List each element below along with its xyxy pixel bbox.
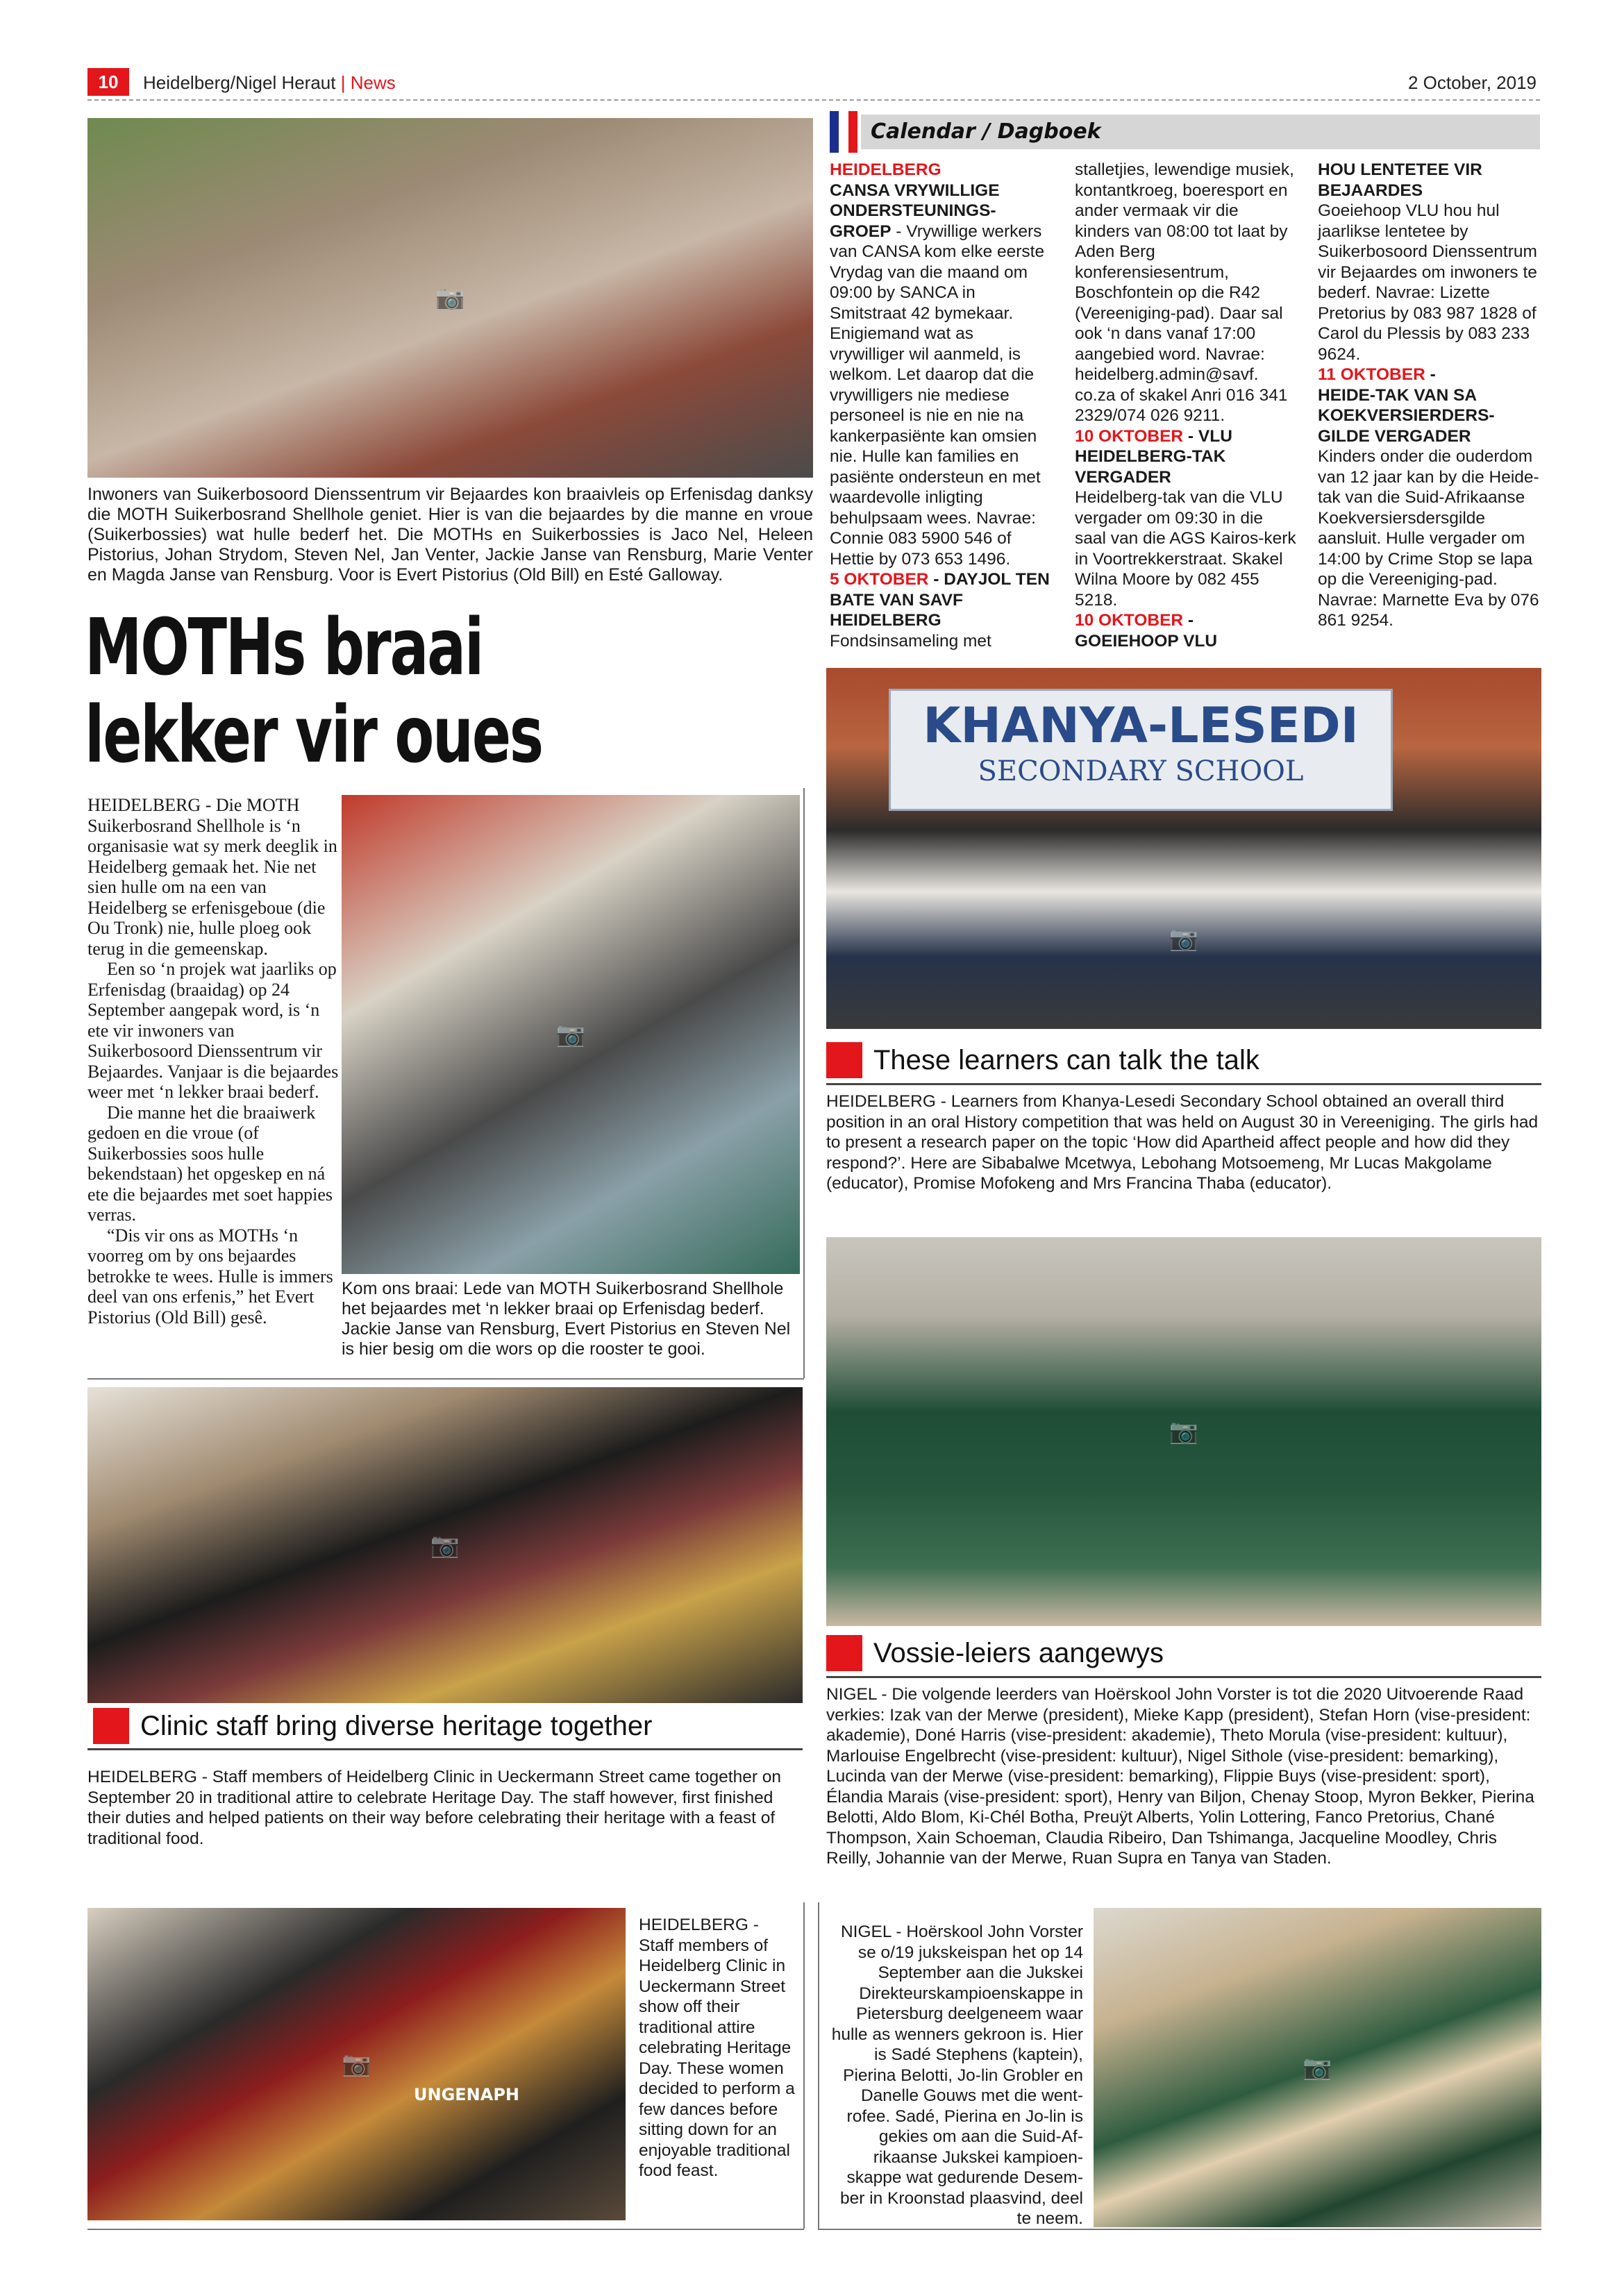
- vossie-photo-placeholder: 📷: [1169, 1418, 1199, 1446]
- school-sign-title: KHANYA-LESEDI: [923, 697, 1359, 754]
- khanya-headline: These learners can talk the talk: [873, 1045, 1259, 1075]
- khanya-body: HEIDELBERG - Learners from Khanya-Lesedi Secondary School obtained an overall third position in an oral History competition that was held on August 30 in Vereeniging. The girls had to present a research paper on the topic ‘How did Apartheid affect people and how did they respond?’. Here are Sibabalwe Mcetwya, Lebohang Motsoemeng, Mr Lucas Makgolame (educator), Promise Mofokeng and Mrs Francina Thaba (educator).: [826, 1092, 1539, 1193]
- jukskei-box-rule-v: [818, 1902, 819, 2229]
- page-number-badge: 10: [87, 68, 129, 96]
- calendar-item3-date: 10 OKTOBER: [1075, 426, 1184, 446]
- calendar-item1-text: - Vrywillige werkers van CANSA kom elke eerste Vrydag van die maand om 09:00 by SANCA in Smitstraat 42 bymekaar. Enigiemand wat as vrywilliger wil aanmeld, is welkom. Let daarop dat die vrywilligers nie mediese personeel is nie en nie na kankerpasiënte kan omsien nie. Hulle kan families en pasiënte ondersteun en met waardevolle inligting behulpsaam wees. Navrae: Connie 083 5900 546 of Hettie by 073 653 1496.: [830, 221, 1045, 569]
- calendar-item5-head: [1318, 364, 1540, 385]
- khanya-headline-marker: [826, 1042, 862, 1078]
- calendar-item4-title-cont: HOU LENTETEE VIR BEJAARDES: [1318, 160, 1482, 200]
- jukskei-photo-placeholder: 📷: [1303, 2054, 1332, 2081]
- header-rule: [87, 99, 1540, 101]
- moths-photo2-caption: Kom ons braai: Lede van MOTH Suikerbosrand Shellhole het bejaardes met ‘n lekker braai op Erfenisdag bederf. Jackie Janse van Rensburg, Evert Pistorius en Steven Nel is hier besig om die wors op die rooster te gooi.: [342, 1279, 791, 1359]
- khanya-lesedi-photo: [826, 668, 1541, 1029]
- clinic-headline-rule: [87, 1748, 803, 1750]
- calendar-item2-text: Fondsinsameling met: [830, 631, 991, 651]
- calendar-item2-date: 5 OKTOBER: [830, 570, 929, 589]
- clinic-dance-photo-placeholder: 📷: [342, 2050, 371, 2078]
- clinic-headline-marker: [93, 1708, 129, 1744]
- calendar-item1: [830, 181, 1052, 570]
- calendar-col3: [1318, 160, 1540, 631]
- vossie-leaders-photo: [826, 1237, 1541, 1626]
- jukskei-team-photo: [1094, 1908, 1541, 2227]
- calendar-item3: [1075, 426, 1297, 488]
- moths-photo1-caption: Inwoners van Suikerbosoord Dienssentrum vir Bejaardes kon braaivleis op Erfenisdag danksy die MOTH Suikerbosrand Shellhole geniet. Hier is van die bejaardes by die manne en vroue (Suikerbossies) wat hulle bederf het. Die MOTHs en Suikerbossies is Jaco Nel, Heleen Pistorius, Johan Strydom, Steven Nel, Jan Venter, Jackie Janse van Rensburg, Marie Venter en Magda Janse van Rensburg. Voor is Evert Pistorius (Old Bill) en Esté Galloway.: [87, 485, 813, 585]
- calendar-item5-title: HEIDE-TAK VAN SA KOEKVERSIERDERS-GILDE VERGADER: [1318, 385, 1495, 446]
- school-sign-subtitle: SECONDARY SCHOOL: [978, 755, 1304, 787]
- moths-para1: HEIDELBERG - Die MOTH Suikerbosrand Shellhole is ‘n organisasie wat sy merk deeglik in Heidelberg gemaak het. Nie net sien hulle om na een van Heidelberg se erfenisgeboue (die Ou Tronk) nie, hulle ploeg ook terug in die gemeenskap.: [87, 795, 337, 959]
- moths-article-body: [87, 795, 339, 1327]
- vossie-headline-marker: [826, 1635, 862, 1671]
- clinic-group-photo-placeholder: 📷: [430, 1531, 460, 1559]
- khanya-headline-rule: [826, 1083, 1541, 1085]
- publication-name: Heidelberg/Nigel Heraut: [143, 72, 336, 93]
- publication-line: Heidelberg/Nigel Heraut | News: [143, 72, 396, 93]
- section-name: News: [350, 72, 396, 93]
- clinic-box-rule-v: [803, 1902, 805, 2229]
- calendar-item5-dash: -: [1425, 365, 1436, 384]
- clinic-photo2-caption: HEIDELBERG - Staff members of Heidelberg Clinic in Ueckermann Street show off their traditional attire celebrating Heritage Day. These women decided to perform a few dances before sitting down for an enjoyable traditional food feast.: [639, 1916, 795, 2180]
- calendar-item4-title: - GOEIEHOOP VLU: [1075, 611, 1218, 651]
- vossie-headline: Vossie-leiers aangewys: [873, 1638, 1164, 1668]
- calendar-item2-title: - DAYJOL TEN BATE VAN SAVF HEIDELBERG: [830, 570, 1050, 630]
- calendar-item2-cont: stalletjies, lewendige musiek, kontantkroeg, boeresport en ander vermaak vir die kinders van 08:00 tot laat by Aden Berg konferensiesentrum, Boschfontein op die R42 (Vereeniging-pad). Daar sal ook ‘n dans vanaf 17:00 aangebied word. Navrae: heidelberg.admin@savf. co.za of skakel Anri 016 341 2329/074 026 9211.: [1075, 160, 1294, 425]
- moths-headline-line2: lekker vir oues: [85, 690, 542, 780]
- calendar-item1-title: CANSA VRYWILLIGE ONDERSTEUNINGS-GROEP: [830, 181, 1000, 241]
- moths-headline: [85, 604, 629, 779]
- calendar-item2: [830, 569, 1052, 631]
- calendar-col1: [830, 160, 1052, 651]
- khanya-photo-placeholder: 📷: [1169, 925, 1199, 953]
- clinic-shirt-text: UNGENAPH: [414, 2085, 520, 2104]
- moths-para4: “Dis vir ons as MOTHs ‘n voorreg om by ons bejaardes betrokke te wees. Hulle is immers deel van ons erfenis,” het Evert Pistorius (Old Bill) gesê.: [87, 1225, 333, 1327]
- calendar-item3-text: Heidelberg-tak van die VLU vergader om 09:30 in die saal van die AGS Kairos-kerk in Voortrekkerstraat. Skakel Wilna Moore by 082 455 5218.: [1075, 488, 1296, 610]
- jukskei-box-rule-h: [818, 2229, 1541, 2230]
- clinic-dance-photo: [87, 1908, 626, 2220]
- calendar-place: HEIDELBERG: [830, 160, 941, 179]
- school-sign: [889, 689, 1393, 811]
- moths-group-photo-placeholder: 📷: [435, 284, 465, 312]
- calendar-col2: [1075, 160, 1297, 651]
- issue-date: 2 October, 2019: [1407, 72, 1537, 93]
- clinic-box-rule-h: [87, 2229, 804, 2230]
- moths-box-rule-v: [803, 788, 805, 1378]
- moths-braai-photo: [342, 795, 800, 1274]
- calendar-item4-date: 10 OKTOBER: [1075, 611, 1184, 630]
- moths-braai-photo-placeholder: 📷: [555, 1021, 586, 1048]
- calendar-item5-date: 11 OKTOBER: [1318, 365, 1425, 384]
- clinic-body: HEIDELBERG - Staff members of Heidelberg Clinic in Ueckermann Street came together on September 20 in traditional attire to celebrate Heritage Day. The staff however, first finished their duties and helped patients on their way before celebrating their heritage with a feast of traditional food.: [87, 1768, 782, 1848]
- calendar-item5-text: Kinders onder die ouderdom van 12 jaar kan by die Heide-tak van die Suid-Afrikaanse Koekversiersdersgilde aansluit. Hulle vergader om 14:00 by Crime Stop se lapa op die Vereeniging-pad. Navrae: Marnette Eva by 076 861 9254.: [1318, 447, 1539, 630]
- calendar-item4-text: Goeiehoop VLU hou hul jaarlikse lentetee by Suikerbosoord Dienssentrum vir Bejaardes om inwoners te bederf. Navrae: Lizette Pretorius by 083 987 1828 of Carol du Plessis by 083 233 9624.: [1318, 201, 1537, 364]
- moths-group-photo: [87, 118, 813, 478]
- calendar-title: Calendar / Dagboek: [871, 119, 1101, 144]
- calendar-item4: [1075, 610, 1297, 651]
- clinic-headline: Clinic staff bring diverse heritage together: [140, 1711, 653, 1741]
- jukskei-caption: NIGEL - Hoërskool John Vorster se o/19 jukskeispan het op 14 September aan die Jukskei Direkteurskampioenskappe in Pietersburg deelgeneem waar hulle as wenners gekroon is. Hier is Sadé Stephens (kaptein), Pierina Belotti, Jo-lin Grobler en Danelle Gouws met die went-rofee. Sadé, Pierina en Jo-lin is gekies om aan die Suid-Af-rikaanse Jukskei kampioen-skappe wat gedurende Desem-ber in Kroonstad plaasvind, deel te neem.: [831, 1922, 1083, 2228]
- moths-box-rule-h: [87, 1378, 804, 1380]
- moths-para3: Die manne het die braaiwerk gedoen en die vroue (of Suikerbossies soos hulle bekendstaan) het opgeskep en ná ete die bejaardes met soet happies verras.: [87, 1102, 333, 1225]
- vossie-body: NIGEL - Die volgende leerders van Hoërskool John Vorster is tot die 2020 Uitvoerende Raad verkies: Izak van der Merwe (president), Mieke Kapp (president), Stefan Horn (vise-president: akademie), Doné Harris (vise-president: akademie), Theto Morula (vise-president: kultuur), Marlouise Engelbrecht (vise-president: kultuur), Nigel Sithole (vise-president: bemarking), Lucinda van der Merwe (vise-president: bemarking), Flippie Buys (vise-president: sport), Élandia Marais (vise-president: sport), Henry van Biljon, Chenay Stoop, Myron Bekker, Pierina Belotti, Aldo Blom, Ki-Chél Botha, Preuÿt Alberts, Yolin Lottering, Fanco Pretorius, Chané Thompson, Xain Schoeman, Claudia Ribeiro, Dan Tshimanga, Jacqueline Moodley, Chris Reilly, Johannie van der Merwe, Ruan Supra en Tanya van Staden.: [826, 1685, 1534, 1868]
- clinic-group-photo: [87, 1387, 803, 1703]
- calendar-title-bar: [861, 115, 1540, 149]
- vossie-headline-rule: [826, 1676, 1541, 1678]
- moths-para2: Een so ‘n projek wat jaarliks op Erfenisdag (braaidag) op 24 September aangepak word, is ‘n ete vir inwoners van Suikerbosoord Dienssentrum vir Bejaardes. Vanjaar is die bejaardes weer met ‘n lekker braai bederf.: [87, 959, 339, 1102]
- moths-headline-line1: MOTHs braai: [85, 603, 483, 693]
- calendar-item3-title: - VLU HEIDELBERG-TAK VERGADER: [1075, 426, 1232, 487]
- calendar-flag-icon: [830, 111, 857, 153]
